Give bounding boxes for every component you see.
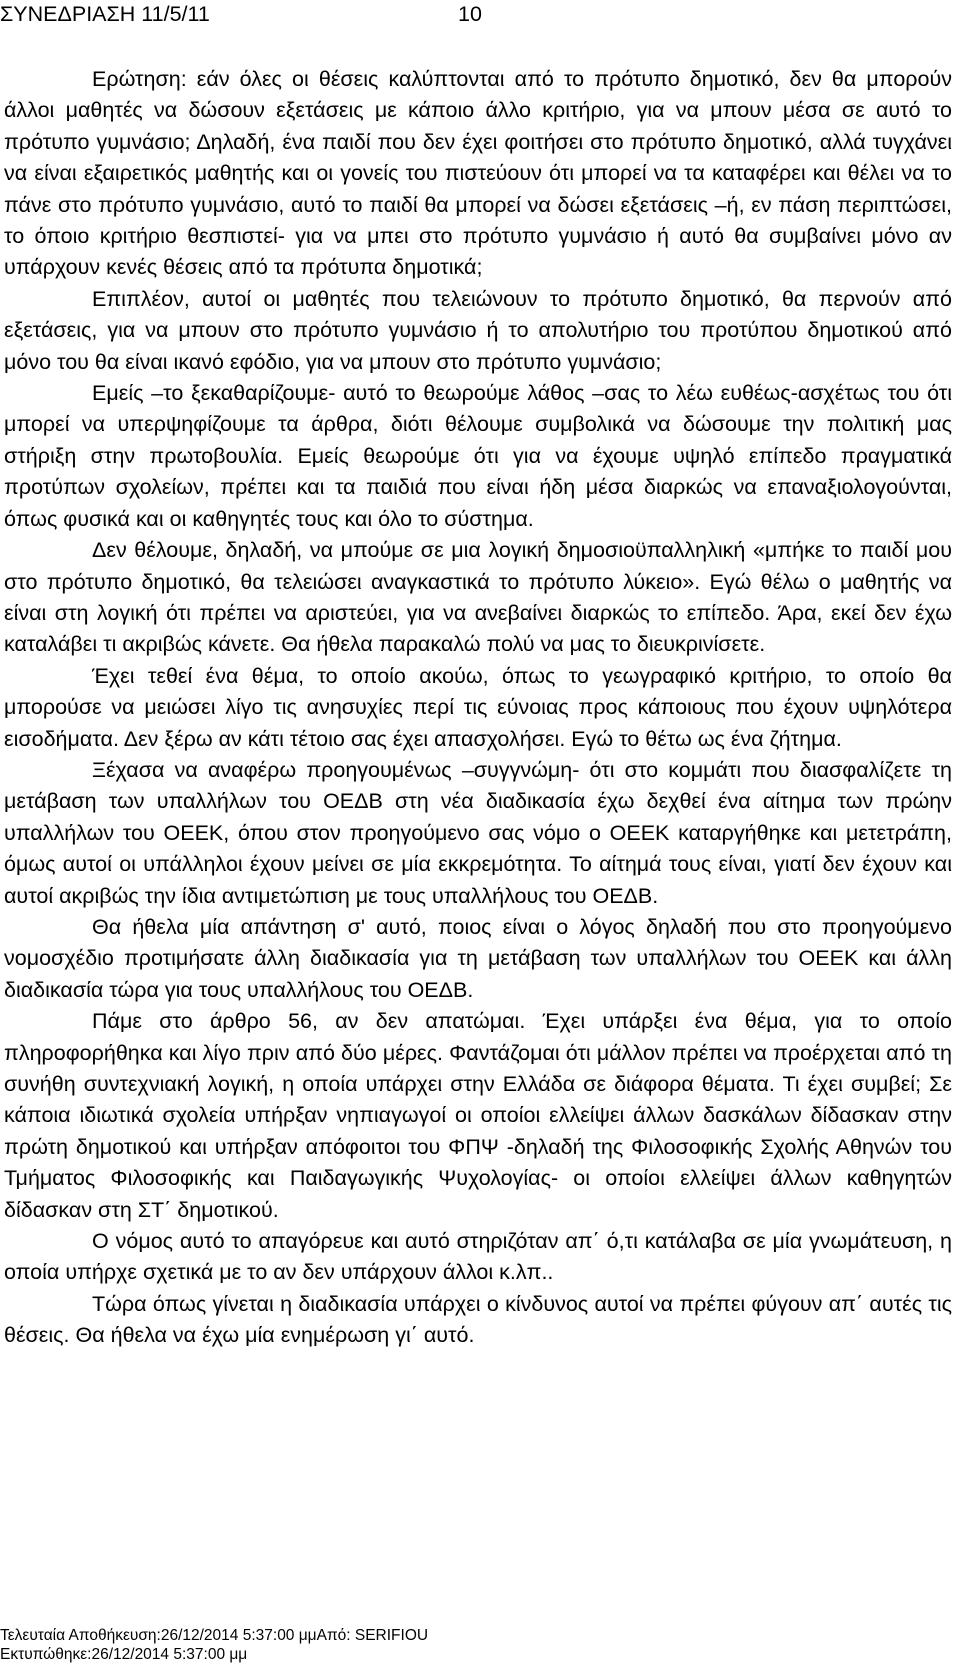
page-number: 10 xyxy=(458,2,482,26)
session-title: ΣΥΝΕΔΡΙΑΣΗ 11/5/11 xyxy=(0,2,210,26)
paragraph: Εμείς –το ξεκαθαρίζουμε- αυτό το θεωρούμε λάθος –σας το λέω ευθέως-ασχέτως του ότι μπορεί να υπερψηφίζουμε τα άρθρα, διότι θέλουμε συμβολικά να δώσουμε την πολιτική μας στήριξη στην πρωτοβουλία. Εμείς θεωρούμε ότι για να έχουμε υψηλό επίπεδο πραγματικά προτύπων σχολείων, πρέπει και τα παιδιά που είναι ήδη μέσα διαρκώς να επαναξιολογούνται, όπως φυσικά και οι καθηγητές τους και όλο το σύστημα. xyxy=(4,381,952,531)
paragraph: Ξέχασα να αναφέρω προηγουμένως –συγγνώμη- ότι στο κομμάτι που διασφαλίζετε τη μετάβαση των υπαλλήλων του ΟΕΔΒ στη νέα διαδικασία έχω δεχθεί ένα αίτημα των πρώην υπαλλήλων του ΟΕΕΚ, όπου στον προηγούμενο σας νόμο ο ΟΕΕΚ καταργήθηκε και μετετράπη, όμως αυτοί οι υπάλληλοι έχουν μείνει σε μία εκκρεμότητα. Το αίτημά τους είναι, γιατί δεν έχουν και αυτοί ακριβώς την ίδια αντιμετώπιση με τους υπαλλήλους του ΟΕΔΒ. xyxy=(4,757,952,908)
paragraph: Τώρα όπως γίνεται η διαδικασία υπάρχει ο κίνδυνος αυτοί να πρέπει φύγουν απ΄ αυτές τις θέσεις. Θα ήθελα να έχω μία ενημέρωση γι΄ αυτό. xyxy=(4,1291,952,1348)
paragraph: Επιπλέον, αυτοί οι μαθητές που τελειώνουν το πρότυπο δημοτικό, θα περνούν από εξετάσεις, για να μπουν στο πρότυπο γυμνάσιο ή το απολυτήριο του προτύπου δημοτικού από μόνο του θα είναι ικανό εφόδιο, για να μπουν στο πρότυπο γυμνάσιο; xyxy=(4,286,952,374)
paragraph: Έχει τεθεί ένα θέμα, το οποίο ακούω, όπως το γεωγραφικό κριτήριο, το οποίο θα μπορούσε να μειώσει λίγο τις ανησυχίες περί τις εύνοιας προς κάποιους που έχουν υψηλότερα εισοδήματα. Δεν ξέρω αν κάτι τέτοιο σας έχει απασχολήσει. Εγώ το θέτω ως ένα ζήτημα. xyxy=(4,663,952,751)
paragraph: Πάμε στο άρθρο 56, αν δεν απατώμαι. Έχει υπάρξει ένα θέμα, για το οποίο πληροφορήθηκα και λίγο πριν από δύο μέρες. Φαντάζομαι ότι μάλλον πρέπει να προέρχεται από τη συνήθη συντεχνιακή λογική, η οποία υπάρχει στην Ελλάδα σε διάφορα θέματα. Τι έχει συμβεί; Σε κάποια ιδιωτικά σχολεία υπήρξαν νηπιαγωγοί οι οποίοι ελλείψει άλλων δασκάλων δίδασκαν στην πρώτη δημοτικού και υπήρξαν απόφοιτοι του ΦΠΨ -δηλαδή της Φιλοσοφικής Σχολής Αθηνών του Τμήματος Φιλοσοφικής και Παιδαγωγικής Ψυχολογίας- οι οποίοι ελλείψει άλλων καθηγητών δίδασκαν στη ΣΤ΄ δημοτικού. xyxy=(4,1009,952,1222)
page-footer xyxy=(0,1626,428,1664)
paragraph: Ερώτηση: εάν όλες οι θέσεις καλύπτονται από το πρότυπο δημοτικό, δεν θα μπορούν άλλοι μαθητές να δώσουν εξετάσεις με κάποιο άλλο κριτήριο, για να μπουν μέσα σε αυτό το πρότυπο γυμνάσιο; Δηλαδή, ένα παιδί που δεν έχει φοιτήσει στο πρότυπο δημοτικό, αλλά τυγχάνει να είναι εξαιρετικός μαθητής και οι γονείς του πιστεύουν ότι μπορεί να τα καταφέρει και θέλει να το πάνε στο πρότυπο γυμνάσιο, αυτό το παιδί θα μπορεί να δώσει εξετάσεις –ή, εν πάση περιπτώσει, το όποιο κριτήριο θεσπιστεί- για να μπει στο πρότυπο γυμνάσιο ή αυτό θα συμβαίνει μόνο αν υπάρχουν κενές θέσεις από τα πρότυπα δημοτικά; xyxy=(4,67,952,280)
paragraph: Θα ήθελα μία απάντηση σ' αυτό, ποιος είναι ο λόγος δηλαδή που στο προηγούμενο νομοσχέδιο προτιμήσατε άλλη διαδικασία για τη μετάβαση των υπαλλήλων του ΟΕΕΚ και άλλη διαδικασία τώρα για τους υπαλλήλους του ΟΕΔΒ. xyxy=(4,914,952,1002)
printed-line: Εκτυπώθηκε:26/12/2014 5:37:00 μμ xyxy=(0,1646,248,1663)
paragraph: Δεν θέλουμε, δηλαδή, να μπούμε σε μια λογική δημοσιοϋπαλληλική «μπήκε το παιδί μου στο πρότυπο δημοτικό, θα τελειώσει αναγκαστικά το πρότυπο λύκειο». Εγώ θέλω ο μαθητής να είναι στη λογική ότι πρέπει να αριστεύει, για να ανεβαίνει διαρκώς το επίπεδο. Άρα, εκεί δεν έχω καταλάβει τι ακριβώς κάνετε. Θα ήθελα παρακαλώ πολύ να μας το διευκρινίσετε. xyxy=(4,538,952,657)
transcript-body xyxy=(4,64,952,1352)
last-saved-line: Τελευταία Αποθήκευση:26/12/2014 5:37:00 μμΑπό: SERIFIOU xyxy=(0,1627,429,1644)
paragraph: Ο νόμος αυτό το απαγόρευε και αυτό στηριζόταν απ΄ ό,τι κατάλαβα σε μία γνωμάτευση, η οποία υπήρχε σχετικά με το αν δεν υπάρχουν άλλοι κ.λπ.. xyxy=(4,1229,952,1285)
page-header xyxy=(0,0,960,36)
